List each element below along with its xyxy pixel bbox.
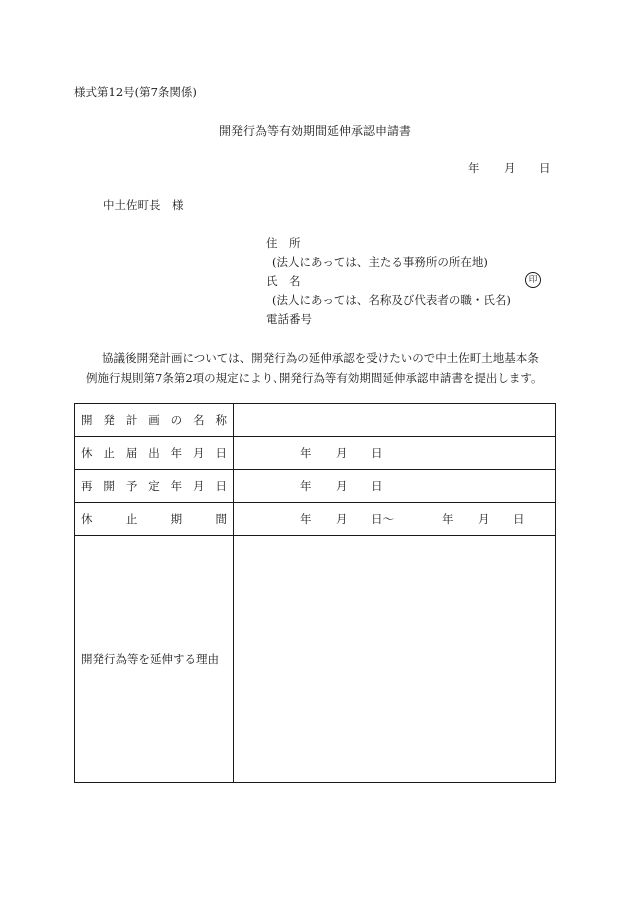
- end-day-label: 日: [513, 512, 525, 526]
- plan-name-field[interactable]: [234, 404, 556, 437]
- label-char: 開: [81, 413, 93, 427]
- table-row-plan-name: [75, 404, 556, 437]
- name-note: (法人にあっては、名称及び代表者の職・氏名): [272, 293, 511, 307]
- label-char: 出: [148, 446, 160, 460]
- document-title: 開発行為等有効期間延伸承認申請書: [218, 124, 411, 138]
- table-row-resume-date: [75, 470, 556, 503]
- label-char: 月: [193, 479, 205, 493]
- name-label: 氏 名: [266, 274, 301, 288]
- suspension-period-label: [75, 503, 234, 536]
- label-char: 計: [125, 413, 138, 427]
- phone-label: 電話番号: [266, 312, 312, 326]
- start-month-label: 月: [336, 512, 348, 526]
- label-char: 定: [148, 479, 160, 493]
- suspension-period-field[interactable]: [234, 503, 556, 536]
- date-day-label: 日: [539, 161, 551, 175]
- table-row-suspension-date: [75, 437, 556, 470]
- label-char: 発: [103, 413, 115, 427]
- plan-name-label: [75, 404, 234, 437]
- day-label: 日: [371, 479, 383, 493]
- seal-mark: 印: [525, 272, 541, 288]
- day-label: 日: [371, 446, 383, 460]
- label-char: の: [170, 413, 183, 427]
- resume-date-label: [75, 470, 234, 503]
- addressee: 中土佐町長 様: [103, 198, 184, 212]
- label-char: 止: [103, 446, 115, 460]
- label-char: 休: [81, 512, 93, 526]
- resume-date-field[interactable]: [234, 470, 556, 503]
- table-row-suspension-period: [75, 503, 556, 536]
- address-note: (法人にあっては、主たる事務所の所在地): [272, 255, 488, 269]
- form-number: 様式第12号(第7条関係): [74, 85, 197, 99]
- table-row-extension-reason: [75, 536, 556, 783]
- label-char: 称: [215, 413, 227, 427]
- start-day-tilde-label: 日〜: [371, 512, 394, 526]
- application-statement: [86, 348, 542, 388]
- month-label: 月: [336, 479, 348, 493]
- statement-line-1: 協議後開発計画については、開発行為の延伸承認を受けたいので中土佐町土地基本条: [102, 351, 539, 365]
- label-char: 間: [215, 512, 227, 526]
- date-month-label: 月: [504, 161, 516, 175]
- extension-reason-field[interactable]: [234, 536, 556, 783]
- statement-line-2: 例施行規則第7条第2項の規定により､開発行為等有効期間延伸承認申請書を提出します。: [86, 371, 543, 385]
- end-year-label: 年: [442, 512, 454, 526]
- start-year-label: 年: [300, 512, 312, 526]
- label-char: 予: [125, 479, 138, 493]
- label-char: 止: [125, 512, 138, 526]
- address-label: 住 所: [266, 236, 301, 250]
- label-char: 月: [193, 446, 205, 460]
- label-char: 開: [103, 479, 115, 493]
- label-char: 再: [81, 479, 93, 493]
- label-char: 日: [215, 446, 227, 460]
- label-char: 画: [148, 413, 160, 427]
- month-label: 月: [336, 446, 348, 460]
- label-char: 届: [125, 446, 138, 460]
- label-char: 期: [170, 512, 183, 526]
- label-char: 日: [215, 479, 227, 493]
- year-label: 年: [300, 446, 312, 460]
- application-detail-table: [74, 403, 556, 783]
- end-month-label: 月: [478, 512, 490, 526]
- suspension-date-field[interactable]: [234, 437, 556, 470]
- label-char: 年: [170, 446, 183, 460]
- label-char: 休: [81, 446, 93, 460]
- label-char: 名: [193, 413, 205, 427]
- suspension-date-label: [75, 437, 234, 470]
- label-char: 年: [170, 479, 183, 493]
- year-label: 年: [300, 479, 312, 493]
- date-year-label: 年: [468, 161, 480, 175]
- extension-reason-label: 開発行為等を延伸する理由: [75, 536, 234, 783]
